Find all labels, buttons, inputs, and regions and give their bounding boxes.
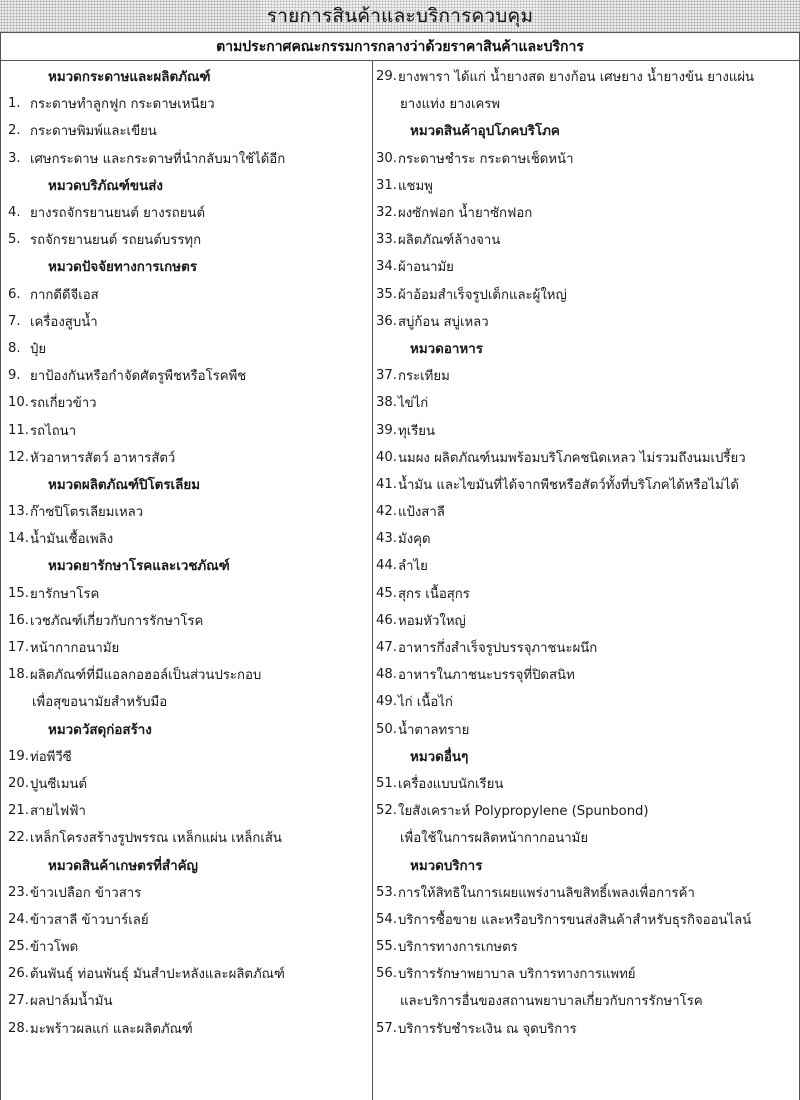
item-text: ข้าวสาลี ข้าวบาร์เลย์ bbox=[30, 912, 149, 928]
item-number: 21. bbox=[8, 803, 29, 819]
document-subtitle: ตามประกาศคณะกรรมการกลางว่าด้วยราคาสินค้าและบริการ bbox=[216, 38, 584, 55]
item-text: ยารักษาโรค bbox=[30, 586, 100, 602]
item-number: 49. bbox=[376, 694, 397, 710]
list-item bbox=[376, 906, 796, 933]
list-item bbox=[376, 308, 796, 335]
item-number: 17. bbox=[8, 640, 29, 656]
list-item bbox=[376, 145, 796, 172]
item-number: 24. bbox=[8, 911, 29, 927]
item-number: 20. bbox=[8, 775, 29, 791]
list-item bbox=[8, 634, 368, 661]
item-number: 3. bbox=[8, 150, 21, 166]
category-heading: หมวดอาหาร bbox=[410, 341, 483, 357]
left-column bbox=[8, 63, 368, 1042]
list-item bbox=[8, 389, 368, 416]
item-number: 35. bbox=[376, 286, 397, 302]
item-number: 33. bbox=[376, 232, 397, 248]
item-number: 9. bbox=[8, 368, 21, 384]
item-number: 56. bbox=[376, 966, 397, 982]
right-column bbox=[376, 63, 796, 1042]
item-text: น้ำมันเชื้อเพลิง bbox=[30, 532, 114, 548]
item-number: 39. bbox=[376, 422, 397, 438]
category-heading: หมวดบริการ bbox=[410, 858, 483, 874]
item-text: ไข่ไก่ bbox=[398, 396, 429, 412]
left-border bbox=[0, 33, 1, 1100]
list-item bbox=[376, 552, 796, 579]
list-item bbox=[376, 797, 796, 824]
column-divider bbox=[372, 61, 373, 1100]
item-text: เศษกระดาษ และกระดาษที่นำกลับมาใช้ได้อีก bbox=[30, 151, 286, 167]
item-text: บริการรับชำระเงิน ณ จุดบริการ bbox=[398, 1021, 577, 1037]
category-heading: หมวดสินค้าอุปโภคบริโภค bbox=[410, 124, 560, 140]
list-item bbox=[8, 906, 368, 933]
item-number: 29. bbox=[376, 69, 397, 85]
item-text: บริการซื้อขาย และหรือบริการขนส่งสินค้าสำหรับธุรกิจออนไลน์ bbox=[398, 912, 752, 928]
list-item-continuation: ยางแท่ง ยางเครพ bbox=[400, 97, 501, 113]
category-heading: หมวดบริภัณฑ์ขนส่ง bbox=[48, 178, 163, 194]
list-item-continuation: และบริการอื่นของสถานพยาบาลเกี่ยวกับการรักษาโรค bbox=[400, 994, 703, 1010]
item-number: 54. bbox=[376, 911, 397, 927]
list-item bbox=[8, 770, 368, 797]
item-text: ข้าวเปลือก ข้าวสาร bbox=[30, 885, 142, 901]
list-item bbox=[8, 525, 368, 552]
item-text: กากดีดีจีเอส bbox=[30, 287, 99, 303]
list-item bbox=[376, 525, 796, 552]
item-text: อาหารกึ่งสำเร็จรูปบรรจุภาชนะผนึก bbox=[398, 641, 598, 657]
item-text: ปุ๋ย bbox=[30, 341, 47, 357]
item-text: บริการทางการเกษตร bbox=[398, 940, 518, 956]
item-number: 34. bbox=[376, 259, 397, 275]
item-text: ผลิตภัณฑ์ล้างจาน bbox=[398, 233, 501, 249]
item-text: น้ำตาลทราย bbox=[398, 722, 470, 738]
list-item bbox=[376, 172, 796, 199]
item-text: ไก่ เนื้อไก่ bbox=[398, 695, 453, 711]
item-number: 44. bbox=[376, 558, 397, 574]
item-text: เหล็กโครงสร้างรูปพรรณ เหล็กแผ่น เหล็กเส้น bbox=[30, 831, 282, 847]
category-heading: หมวดอื่นๆ bbox=[410, 749, 469, 765]
item-text: น้ำมัน และไขมันที่ได้จากพืชหรือสัตว์ทั้งที่บริโภคได้หรือไม่ได้ bbox=[398, 477, 739, 493]
item-text: มะพร้าวผลแก่ และผลิตภัณฑ์ bbox=[30, 1021, 193, 1037]
item-number: 42. bbox=[376, 504, 397, 520]
item-text: ใยสังเคราะห์ Polypropylene (Spunbond) bbox=[398, 804, 649, 820]
category-heading: หมวดปัจจัยทางการเกษตร bbox=[48, 260, 198, 276]
item-text: กระดาษชำระ กระดาษเช็ดหน้า bbox=[398, 151, 574, 167]
item-text: ยางรถจักรยานยนต์ ยางรถยนต์ bbox=[30, 206, 206, 222]
item-number: 57. bbox=[376, 1020, 397, 1036]
list-item bbox=[8, 580, 368, 607]
list-item bbox=[8, 281, 368, 308]
item-text: กระเทียม bbox=[398, 369, 450, 385]
item-text: ปูนซีเมนต์ bbox=[30, 776, 88, 792]
item-number: 26. bbox=[8, 966, 29, 982]
item-text: การให้สิทธิในการเผยแพร่งานลิขสิทธิ์เพลงเพื่อการค้า bbox=[398, 885, 695, 901]
list-item bbox=[376, 416, 796, 443]
list-item bbox=[376, 471, 796, 498]
item-text: เวชภัณฑ์เกี่ยวกับการรักษาโรค bbox=[30, 613, 204, 629]
item-number: 28. bbox=[8, 1020, 29, 1036]
list-item bbox=[8, 308, 368, 335]
title-bar bbox=[0, 0, 800, 33]
list-item bbox=[376, 607, 796, 634]
item-number: 18. bbox=[8, 667, 29, 683]
item-number: 41. bbox=[376, 476, 397, 492]
list-item bbox=[8, 416, 368, 443]
list-item-continuation: เพื่อสุขอนามัยสำหรับมือ bbox=[32, 695, 168, 711]
item-text: กระดาษทำลูกฟูก กระดาษเหนียว bbox=[30, 97, 215, 113]
list-item bbox=[376, 1015, 796, 1042]
item-text: ผงซักฟอก น้ำยาซักฟอก bbox=[398, 206, 533, 222]
item-number: 4. bbox=[8, 205, 21, 221]
item-number: 45. bbox=[376, 585, 397, 601]
list-item bbox=[8, 960, 368, 987]
item-number: 5. bbox=[8, 232, 21, 248]
item-number: 16. bbox=[8, 612, 29, 628]
category-heading: หมวดสินค้าเกษตรที่สำคัญ bbox=[48, 858, 198, 874]
list-item bbox=[8, 987, 368, 1014]
list-item bbox=[8, 498, 368, 525]
item-number: 37. bbox=[376, 368, 397, 384]
item-number: 32. bbox=[376, 205, 397, 221]
item-text: อาหารในภาชนะบรรจุที่ปิดสนิท bbox=[398, 668, 575, 684]
list-item bbox=[376, 960, 796, 987]
item-text: ท่อพีวีซี bbox=[30, 749, 72, 765]
list-item bbox=[8, 226, 368, 253]
subtitle-bar bbox=[0, 33, 800, 61]
item-number: 10. bbox=[8, 395, 29, 411]
list-item-continuation: เพื่อใช้ในการผลิตหน้ากากอนามัย bbox=[400, 831, 589, 847]
item-number: 46. bbox=[376, 612, 397, 628]
item-number: 48. bbox=[376, 667, 397, 683]
list-item bbox=[8, 933, 368, 960]
item-number: 27. bbox=[8, 993, 29, 1009]
list-item bbox=[8, 797, 368, 824]
item-number: 25. bbox=[8, 939, 29, 955]
item-text: ผ้าอ้อมสำเร็จรูปเด็กและผู้ใหญ่ bbox=[398, 287, 567, 303]
item-number: 40. bbox=[376, 449, 397, 465]
list-item bbox=[376, 688, 796, 715]
item-number: 23. bbox=[8, 884, 29, 900]
list-item bbox=[376, 661, 796, 688]
item-text: แชมพู bbox=[398, 178, 433, 194]
item-number: 55. bbox=[376, 939, 397, 955]
list-item bbox=[8, 145, 368, 172]
item-text: มังคุด bbox=[398, 532, 431, 548]
list-item bbox=[376, 281, 796, 308]
item-text: ยาป้องกันหรือกำจัดศัตรูพืชหรือโรคพืช bbox=[30, 369, 247, 385]
item-text: ลำไย bbox=[398, 559, 428, 575]
category-heading: หมวดกระดาษและผลิตภัณฑ์ bbox=[48, 70, 211, 86]
item-number: 1. bbox=[8, 96, 21, 112]
item-text: ผลิตภัณฑ์ที่มีแอลกอฮอล์เป็นส่วนประกอบ bbox=[30, 668, 262, 684]
list-item bbox=[8, 661, 368, 688]
item-number: 52. bbox=[376, 803, 397, 819]
item-text: หน้ากากอนามัย bbox=[30, 641, 120, 657]
item-number: 50. bbox=[376, 721, 397, 737]
item-text: ทุเรียน bbox=[398, 423, 436, 439]
list-item bbox=[8, 335, 368, 362]
list-item bbox=[8, 879, 368, 906]
list-item bbox=[376, 716, 796, 743]
item-text: รถจักรยานยนต์ รถยนต์บรรทุก bbox=[30, 233, 202, 249]
item-text: สายไฟฟ้า bbox=[30, 804, 86, 820]
item-number: 36. bbox=[376, 313, 397, 329]
item-text: รถไถนา bbox=[30, 423, 77, 439]
list-item bbox=[376, 199, 796, 226]
item-number: 43. bbox=[376, 531, 397, 547]
list-item bbox=[8, 199, 368, 226]
item-number: 47. bbox=[376, 640, 397, 656]
list-item bbox=[8, 362, 368, 389]
list-item bbox=[8, 607, 368, 634]
item-number: 51. bbox=[376, 775, 397, 791]
category-heading: หมวดยารักษาโรคและเวชภัณฑ์ bbox=[48, 559, 230, 575]
list-item bbox=[376, 63, 796, 90]
item-text: สุกร เนื้อสุกร bbox=[398, 586, 470, 602]
item-number: 31. bbox=[376, 177, 397, 193]
item-text: รถเกี่ยวข้าว bbox=[30, 396, 97, 412]
item-text: หอมหัวใหญ่ bbox=[398, 613, 466, 629]
item-text: แป้งสาลี bbox=[398, 505, 445, 521]
item-text: เครื่องสูบน้ำ bbox=[30, 314, 98, 330]
list-item bbox=[376, 444, 796, 471]
item-number: 22. bbox=[8, 830, 29, 846]
item-text: ผลปาล์มน้ำมัน bbox=[30, 994, 113, 1010]
list-item bbox=[376, 580, 796, 607]
list-item bbox=[376, 634, 796, 661]
item-text: ต้นพันธุ์ ท่อนพันธุ์ มันสำปะหลังและผลิตภัณฑ์ bbox=[30, 967, 285, 983]
list-item bbox=[376, 362, 796, 389]
item-number: 30. bbox=[376, 150, 397, 166]
list-item bbox=[376, 389, 796, 416]
list-item bbox=[376, 253, 796, 280]
list-item bbox=[8, 1015, 368, 1042]
item-text: บริการรักษาพยาบาล บริการทางการแพทย์ bbox=[398, 967, 636, 983]
item-number: 7. bbox=[8, 313, 21, 329]
item-number: 6. bbox=[8, 286, 21, 302]
item-number: 11. bbox=[8, 422, 29, 438]
item-text: หัวอาหารสัตว์ อาหารสัตว์ bbox=[30, 450, 176, 466]
item-text: ข้าวโพด bbox=[30, 940, 79, 956]
list-item bbox=[8, 444, 368, 471]
list-item bbox=[376, 879, 796, 906]
item-text: กระดาษพิมพ์และเขียน bbox=[30, 124, 157, 140]
list-item bbox=[8, 743, 368, 770]
item-number: 15. bbox=[8, 585, 29, 601]
item-text: เครื่องแบบนักเรียน bbox=[398, 776, 504, 792]
item-text: นมผง ผลิตภัณฑ์นมพร้อมบริโภคชนิดเหลว ไม่รวมถึงนมเปรี้ยว bbox=[398, 450, 746, 466]
item-number: 2. bbox=[8, 123, 21, 139]
item-text: สบู่ก้อน สบู่เหลว bbox=[398, 314, 489, 330]
list-item bbox=[376, 226, 796, 253]
list-item bbox=[8, 824, 368, 851]
item-number: 38. bbox=[376, 395, 397, 411]
item-number: 8. bbox=[8, 340, 21, 356]
item-text: ยางพารา ได้แก่ น้ำยางสด ยางก้อน เศษยาง น้ำยางข้น ยางแผ่น bbox=[398, 70, 755, 86]
category-heading: หมวดวัสดุก่อสร้าง bbox=[48, 722, 152, 738]
item-text: ผ้าอนามัย bbox=[398, 260, 454, 276]
item-text: ก๊าซปิโตรเลียมเหลว bbox=[30, 505, 144, 521]
list-item bbox=[8, 117, 368, 144]
list-item bbox=[376, 770, 796, 797]
document-title: รายการสินค้าและบริการควบคุม bbox=[261, 1, 539, 31]
category-heading: หมวดผลิตภัณฑ์ปิโตรเลียม bbox=[48, 477, 201, 493]
item-number: 13. bbox=[8, 504, 29, 520]
item-number: 19. bbox=[8, 748, 29, 764]
list-item bbox=[376, 933, 796, 960]
item-number: 53. bbox=[376, 884, 397, 900]
list-item bbox=[8, 90, 368, 117]
item-number: 12. bbox=[8, 449, 29, 465]
item-number: 14. bbox=[8, 531, 29, 547]
list-item bbox=[376, 498, 796, 525]
